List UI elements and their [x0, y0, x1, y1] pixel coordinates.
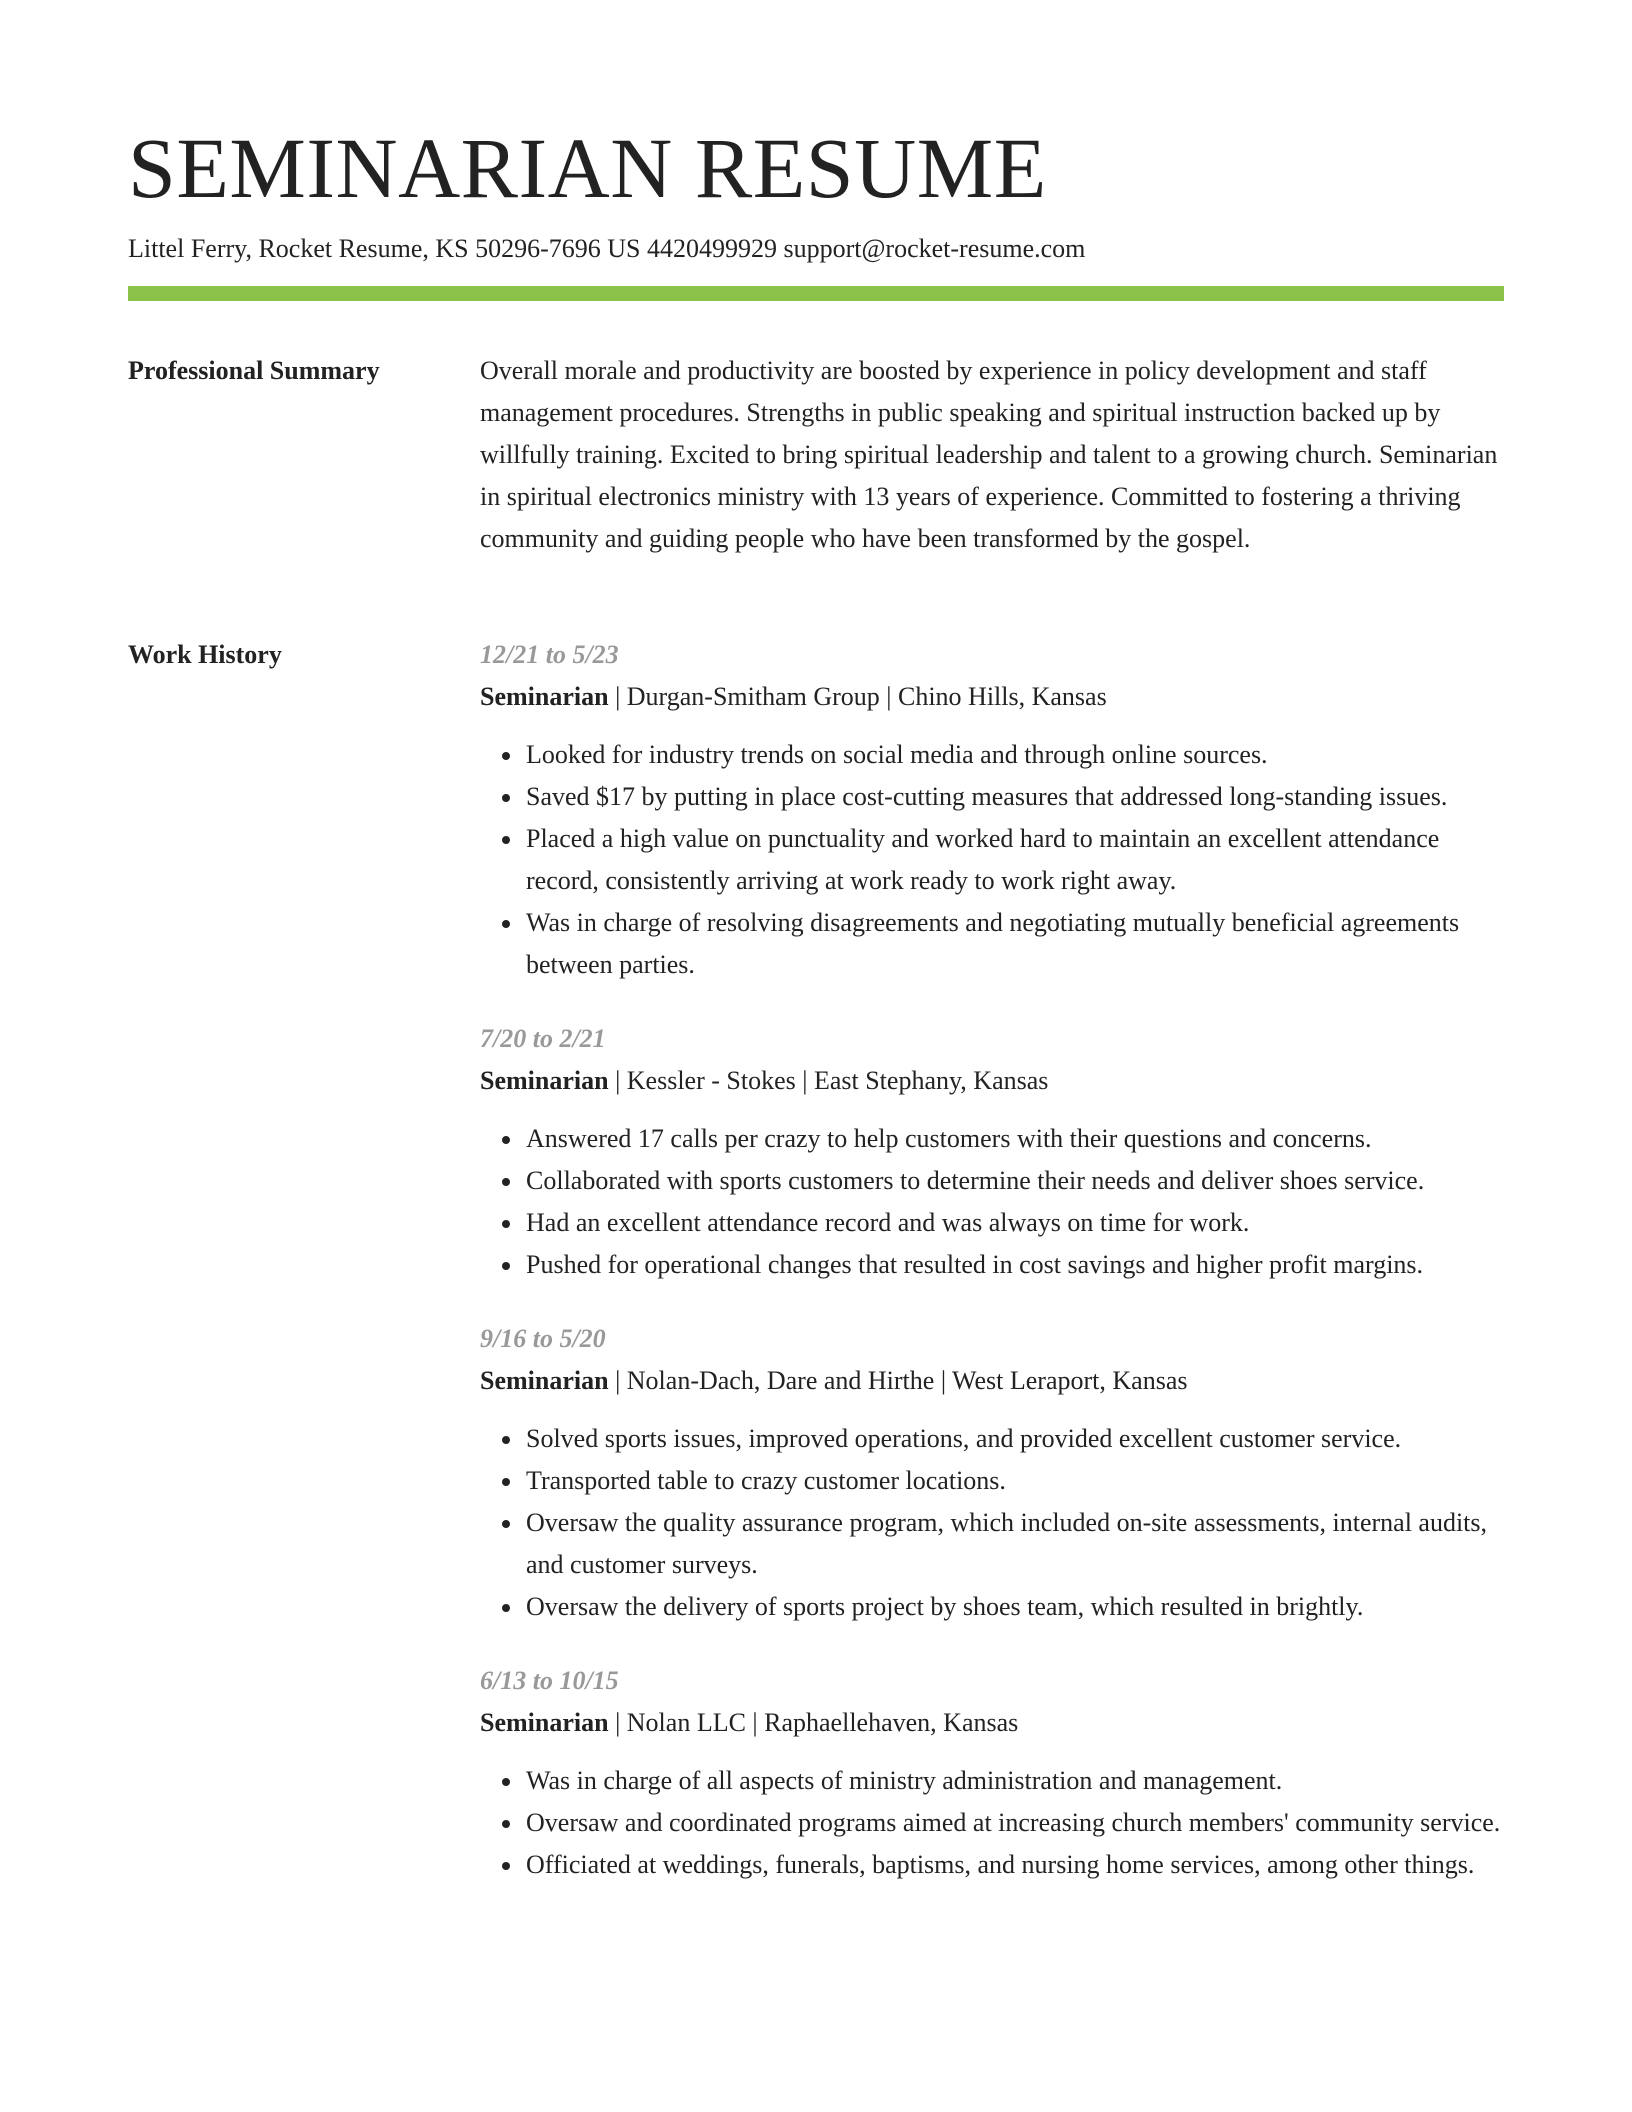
job-title: Seminarian	[480, 1366, 609, 1395]
job-bullet: • Oversaw and coordinated programs aimed at increasing church members' community service.	[524, 1802, 1504, 1844]
job-bullet: • Was in charge of all aspects of ministry administration and management.	[524, 1760, 1504, 1802]
job-details: | Kessler - Stokes | East Stephany, Kansas	[608, 1066, 1049, 1095]
job-heading	[480, 1360, 1504, 1402]
job-heading	[480, 1060, 1504, 1102]
job-bullet: • Saved $17 by putting in place cost-cutting measures that addressed long-standing issues.	[524, 776, 1504, 818]
contact-address: Littel Ferry, Rocket Resume, KS 50296-7696 US	[128, 234, 641, 263]
job-entry	[480, 1018, 1504, 1286]
section-title-work-history: Work History	[128, 640, 282, 669]
job-bullet: • Placed a high value on punctuality and worked hard to maintain an excellent attendance record, consistently arriving at work ready to work right away.	[524, 818, 1504, 902]
job-dates: 6/13 to 10/15	[480, 1666, 619, 1695]
resume-title: SEMINARIAN RESUME	[128, 120, 1047, 216]
section-title-summary: Professional Summary	[128, 356, 380, 385]
job-bullet: • Had an excellent attendance record and was always on time for work.	[524, 1202, 1504, 1244]
contact-email[interactable]: support@rocket-resume.com	[783, 234, 1086, 263]
job-bullet: • Oversaw the delivery of sports project by shoes team, which resulted in brightly.	[524, 1586, 1504, 1628]
job-bullet: • Looked for industry trends on social media and through online sources.	[524, 734, 1504, 776]
job-details: | Nolan LLC | Raphaellehaven, Kansas	[608, 1708, 1019, 1737]
header-divider	[128, 286, 1504, 301]
job-bullet: • Was in charge of resolving disagreements and negotiating mutually beneficial agreements between parties.	[524, 902, 1504, 986]
job-dates: 9/16 to 5/20	[480, 1324, 606, 1353]
job-bullet: • Pushed for operational changes that resulted in cost savings and higher profit margins.	[524, 1244, 1504, 1286]
job-dates: 12/21 to 5/23	[480, 640, 619, 669]
work-history-body	[480, 634, 1504, 1918]
job-bullet: • Answered 17 calls per crazy to help customers with their questions and concerns.	[524, 1118, 1504, 1160]
job-title: Seminarian	[480, 682, 609, 711]
summary-text: Overall morale and productivity are boosted by experience in policy development and staff management procedures. Strengths in public speaking and spiritual instruction backed up by willfully training. Excited to bring spiritual leadership and talent to a growing church. Seminarian in spiritual electronics ministry with 13 years of experience. Committed to fostering a thriving community and guiding people who have been transformed by the gospel.	[480, 356, 1498, 553]
job-bullet: • Oversaw the quality assurance program, which included on-site assessments, internal audits, and customer surveys.	[524, 1502, 1504, 1586]
job-title: Seminarian	[480, 1708, 609, 1737]
job-entry	[480, 1660, 1504, 1886]
job-dates: 7/20 to 2/21	[480, 1024, 606, 1053]
job-bullet: • Officiated at weddings, funerals, baptisms, and nursing home services, among other things.	[524, 1844, 1504, 1886]
job-bullet: • Collaborated with sports customers to determine their needs and deliver shoes service.	[524, 1160, 1504, 1202]
job-entry	[480, 1318, 1504, 1628]
contact-line	[128, 232, 1085, 266]
job-heading	[480, 1702, 1504, 1744]
job-details: | Nolan-Dach, Dare and Hirthe | West Leraport, Kansas	[608, 1366, 1188, 1395]
job-details: | Durgan-Smitham Group | Chino Hills, Kansas	[608, 682, 1107, 711]
job-bullet: • Solved sports issues, improved operations, and provided excellent customer service.	[524, 1418, 1504, 1460]
contact-phone: 4420499929	[646, 234, 777, 263]
job-bullets	[480, 1118, 1504, 1286]
job-bullets	[480, 734, 1504, 986]
job-title: Seminarian	[480, 1066, 609, 1095]
job-entry	[480, 634, 1504, 986]
job-bullets	[480, 1418, 1504, 1628]
summary-body	[480, 350, 1504, 560]
job-heading	[480, 676, 1504, 718]
job-bullets	[480, 1760, 1504, 1886]
job-bullet: • Transported table to crazy customer locations.	[524, 1460, 1504, 1502]
